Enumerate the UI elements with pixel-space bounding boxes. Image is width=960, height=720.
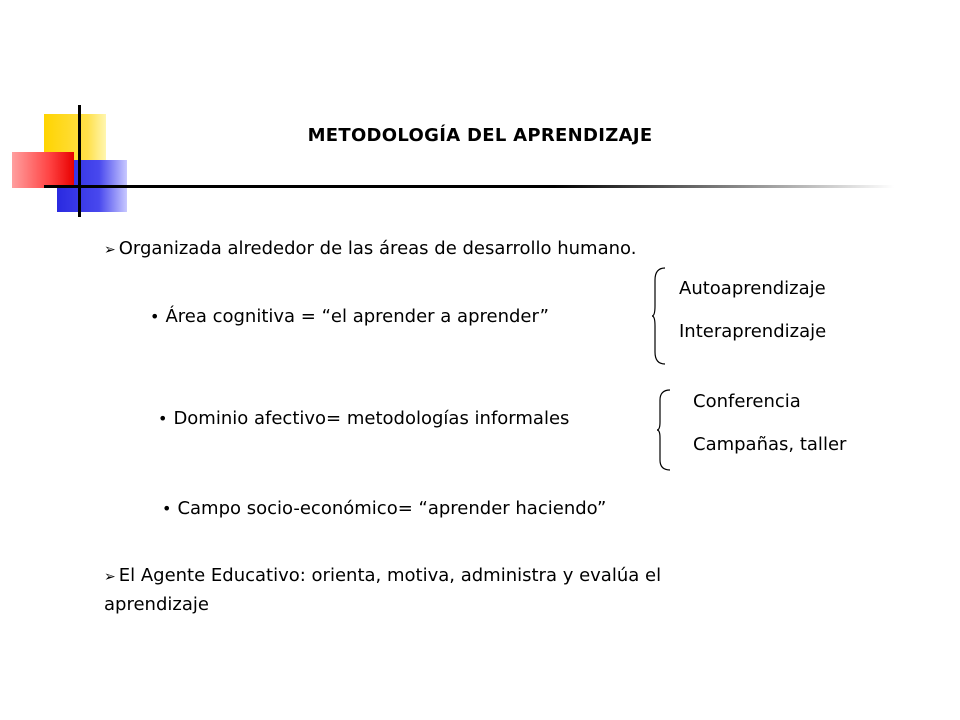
item-campo-socio-economico-text: Campo socio-económico= “aprender haciendo”: [177, 498, 607, 519]
item-dominio-afectivo-text: Dominio afectivo= metodologías informales: [173, 408, 570, 429]
brace-cognitiva-icon: [652, 266, 666, 366]
brace-cognitiva-item-2: Interaprendizaje: [679, 321, 827, 342]
brace-cognitiva-item-1: Autoaprendizaje: [679, 278, 826, 299]
item-area-cognitiva: [150, 306, 549, 327]
item-campo-socio-economico: [162, 498, 606, 519]
logo-vertical-line: [78, 105, 81, 217]
item-organizada-text: Organizada alrededor de las áreas de desarrollo humano.: [118, 238, 637, 259]
slide-title: METODOLOGÍA DEL APRENDIZAJE: [307, 125, 653, 146]
item-agente-line-2: aprendizaje: [104, 594, 209, 615]
brace-afectivo-icon: [657, 388, 671, 472]
dot-bullet-icon: •: [162, 499, 172, 518]
arrow-bullet-icon: ➢: [104, 242, 116, 258]
brace-afectivo-item-2: Campañas, taller: [693, 434, 847, 455]
dot-bullet-icon: •: [150, 307, 160, 326]
item-agente-line-1: El Agente Educativo: orienta, motiva, administra y evalúa el: [118, 565, 662, 586]
item-dominio-afectivo: [158, 408, 569, 429]
item-organizada: [104, 238, 636, 259]
dot-bullet-icon: •: [158, 409, 168, 428]
brace-afectivo-item-1: Conferencia: [693, 391, 801, 412]
logo-red-bar: [12, 152, 74, 188]
item-area-cognitiva-text: Área cognitiva = “el aprender a aprender”: [165, 306, 549, 327]
arrow-bullet-icon: ➢: [104, 569, 116, 585]
title-divider-line: [44, 185, 894, 188]
item-agente-educativo: [104, 565, 661, 586]
